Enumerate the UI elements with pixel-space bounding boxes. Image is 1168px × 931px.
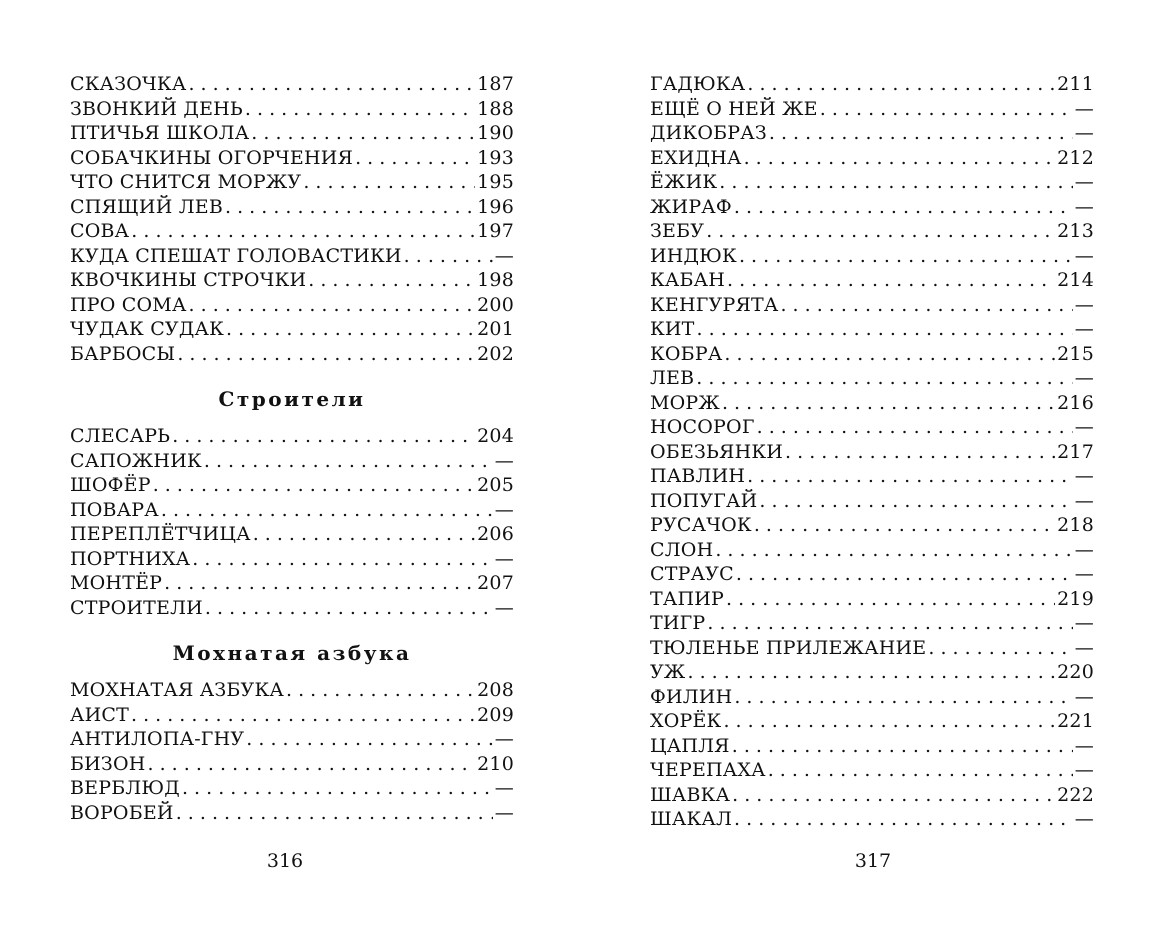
right-page — [650, 72, 1094, 832]
dot-leader — [928, 636, 1072, 661]
toc-entry-page: 217 — [1057, 440, 1094, 463]
toc-entry-title: МОРЖ — [650, 391, 720, 414]
toc-entry-page: 200 — [477, 293, 514, 316]
toc-entry-page: — — [494, 801, 514, 824]
dot-leader — [757, 415, 1073, 440]
toc-entry-title: АИСТ — [70, 703, 129, 726]
toc-entry-title: ЖИРАФ — [650, 195, 732, 218]
toc-entry-page: 206 — [477, 523, 514, 545]
toc-entry-page: — — [494, 498, 514, 521]
dot-leader — [226, 317, 475, 342]
toc-entry-title: ФИЛИН — [650, 685, 733, 708]
dot-leader — [245, 97, 475, 122]
toc-entry-page: 195 — [477, 171, 514, 193]
toc-group-2 — [70, 424, 514, 620]
toc-entry — [70, 219, 514, 244]
toc-entry — [650, 219, 1094, 244]
toc-entry — [650, 709, 1094, 734]
toc-entry — [70, 146, 514, 171]
left-page — [70, 72, 514, 825]
toc-entry — [70, 801, 514, 826]
dot-leader — [727, 268, 1055, 293]
toc-entry-page: — — [494, 596, 514, 619]
dot-leader — [192, 547, 493, 572]
toc-entry-title: БАРБОСЫ — [70, 342, 176, 365]
dot-leader — [355, 146, 475, 171]
toc-entry-title: ЕХИДНА — [650, 146, 742, 169]
section-title-builders: Строители — [218, 387, 366, 411]
dot-leader — [177, 342, 475, 367]
toc-entry — [70, 72, 514, 97]
toc-entry-page: 215 — [1057, 342, 1094, 365]
dot-leader — [723, 709, 1055, 734]
toc-entry-title: ЁЖИК — [650, 171, 718, 193]
toc-entry-title: СКАЗОЧКА — [70, 73, 187, 95]
dot-leader — [707, 611, 1072, 636]
toc-entry-page: — — [1074, 244, 1094, 267]
toc-entry-page: 187 — [477, 73, 514, 95]
dot-leader — [286, 678, 475, 703]
toc-entry-page: — — [1074, 538, 1094, 561]
toc-entry-page: 201 — [477, 318, 514, 340]
toc-entry-page: — — [1074, 293, 1094, 316]
toc-entry-title: УЖ — [650, 661, 686, 683]
toc-entry-title: ЦАПЛЯ — [650, 734, 730, 757]
dot-leader — [164, 571, 475, 596]
dot-leader — [148, 752, 476, 777]
toc-entry-page: 208 — [477, 679, 514, 701]
toc-group-1 — [70, 72, 514, 366]
toc-entry-page: — — [1074, 195, 1094, 218]
toc-entry-title: ЗВОНКИЙ ДЕНЬ — [70, 97, 243, 120]
toc-entry — [70, 170, 514, 195]
toc-entry — [650, 195, 1094, 220]
dot-leader — [131, 219, 475, 244]
toc-entry-page: — — [1074, 416, 1094, 438]
toc-entry-title: ДИКОБРАЗ — [650, 122, 767, 144]
toc-entry — [70, 498, 514, 523]
toc-entry-page: 188 — [477, 97, 514, 120]
toc-entry-title: ПРО СОМА — [70, 293, 187, 316]
toc-entry-page: — — [494, 547, 514, 570]
toc-entry — [650, 391, 1094, 416]
toc-entry-page: 190 — [477, 122, 514, 144]
toc-entry-title: БИЗОН — [70, 752, 146, 775]
toc-entry — [650, 342, 1094, 367]
toc-entry — [650, 636, 1094, 661]
toc-entry-title: ХОРЁК — [650, 710, 722, 732]
toc-entry — [70, 121, 514, 146]
dot-leader — [734, 685, 1072, 710]
dot-leader — [161, 498, 493, 523]
toc-entry — [650, 611, 1094, 636]
dot-leader — [820, 97, 1073, 122]
toc-entry — [70, 195, 514, 220]
toc-entry-title: ТЮЛЕНЬЕ ПРИЛЕЖАНИЕ — [650, 636, 927, 659]
toc-entry-title: ЗЕБУ — [650, 220, 705, 242]
toc-entry — [650, 758, 1094, 783]
section-title-furry-alphabet: Мохнатая азбука — [172, 641, 412, 665]
toc-entry — [650, 660, 1094, 685]
toc-entry-page: 218 — [1057, 514, 1094, 536]
toc-entry — [650, 146, 1094, 171]
toc-entry-title: САПОЖНИК — [70, 449, 202, 472]
toc-entry-page: 211 — [1057, 73, 1094, 95]
toc-entry-page: 207 — [477, 572, 514, 594]
toc-entry-page: 202 — [477, 342, 514, 365]
dot-leader — [759, 489, 1072, 514]
dot-leader — [747, 464, 1073, 489]
toc-entry — [70, 776, 514, 801]
dot-leader — [131, 703, 475, 728]
dot-leader — [308, 268, 475, 293]
toc-entry — [70, 703, 514, 728]
toc-entry-title: ТИГР — [650, 612, 706, 634]
dot-leader — [153, 473, 475, 498]
dot-leader — [404, 244, 493, 269]
toc-entry-page: 198 — [477, 269, 514, 291]
toc-entry-title: СЛОН — [650, 538, 714, 561]
toc-entry-title: КОБРА — [650, 342, 723, 365]
toc-entry-page: 204 — [477, 425, 514, 447]
toc-entry-title: ЕЩЁ О НЕЙ ЖЕ — [650, 97, 818, 120]
dot-leader — [744, 146, 1056, 171]
toc-entry-page: 221 — [1057, 710, 1094, 732]
toc-entry — [70, 317, 514, 342]
toc-entry — [70, 293, 514, 318]
toc-entry-page: — — [1074, 636, 1094, 659]
dot-leader — [722, 391, 1055, 416]
dot-leader — [303, 170, 475, 195]
dot-leader — [769, 121, 1073, 146]
toc-entry — [70, 268, 514, 293]
dot-leader — [204, 449, 493, 474]
toc-entry — [70, 547, 514, 572]
toc-entry-title: МОХНАТАЯ АЗБУКА — [70, 679, 284, 701]
toc-entry-title: ШАКАЛ — [650, 808, 733, 830]
dot-leader — [732, 783, 1055, 808]
toc-entry-title: СЛЕСАРЬ — [70, 425, 171, 447]
toc-entry — [70, 571, 514, 596]
toc-entry — [70, 678, 514, 703]
toc-entry-page: — — [1074, 122, 1094, 144]
toc-entry — [650, 415, 1094, 440]
dot-leader — [189, 293, 476, 318]
toc-entry-title: ПОПУГАЙ — [650, 489, 758, 512]
toc-entry — [650, 562, 1094, 587]
toc-entry — [650, 244, 1094, 269]
toc-entry-title: СПЯЩИЙ ЛЕВ — [70, 195, 223, 218]
toc-entry-title: ОБЕЗЬЯНКИ — [650, 440, 784, 463]
dot-leader — [754, 513, 1055, 538]
toc-entry-title: АНТИЛОПА-ГНУ — [70, 728, 245, 750]
toc-entry-title: КЕНГУРЯТА — [650, 293, 779, 316]
toc-entry — [650, 170, 1094, 195]
toc-entry — [70, 424, 514, 449]
toc-entry-page: 196 — [477, 195, 514, 218]
toc-entry-page: — — [494, 244, 514, 267]
dot-leader — [697, 317, 1073, 342]
dot-leader — [205, 596, 493, 621]
dot-leader — [734, 195, 1073, 220]
dot-leader — [687, 660, 1055, 685]
toc-entry — [650, 440, 1094, 465]
toc-entry — [650, 317, 1094, 342]
toc-entry-page: 214 — [1057, 269, 1094, 291]
toc-entry-page: 222 — [1057, 783, 1094, 806]
toc-entry — [70, 522, 514, 547]
page-number-left: 316 — [266, 850, 304, 872]
toc-entry-page: — — [1074, 563, 1094, 585]
toc-entry — [650, 587, 1094, 612]
toc-entry-page: — — [1074, 97, 1094, 120]
toc-entry — [650, 538, 1094, 563]
dot-leader — [780, 293, 1072, 318]
toc-entry-page: 213 — [1057, 220, 1094, 242]
toc-entry-title: СТРАУС — [650, 563, 734, 585]
toc-entry-page: — — [1074, 318, 1094, 340]
toc-entry-page: — — [1074, 685, 1094, 708]
page-number-right: 317 — [854, 850, 892, 872]
toc-entry — [650, 268, 1094, 293]
toc-entry — [70, 473, 514, 498]
dot-leader — [188, 72, 475, 97]
toc-entry-title: ПОРТНИХА — [70, 547, 191, 570]
dot-leader — [696, 366, 1073, 391]
toc-entry — [650, 783, 1094, 808]
dot-leader — [724, 342, 1055, 367]
toc-entry-title: МОНТЁР — [70, 572, 163, 594]
dot-leader — [251, 121, 475, 146]
toc-entry-page: — — [1074, 734, 1094, 757]
toc-entry-page: — — [494, 777, 514, 799]
toc-entry-title: ЧУДАК СУДАК — [70, 318, 225, 340]
toc-entry — [70, 596, 514, 621]
dot-leader — [715, 538, 1072, 563]
toc-entry-title: СТРОИТЕЛИ — [70, 596, 203, 619]
toc-entry-title: НОСОРОГ — [650, 416, 755, 438]
toc-entry — [70, 342, 514, 367]
toc-entry-page: — — [1074, 612, 1094, 634]
toc-entry-page: 205 — [477, 474, 514, 496]
toc-entry-title: ПТИЧЬЯ ШКОЛА — [70, 122, 250, 144]
toc-entry-page: — — [1074, 465, 1094, 487]
toc-entry-title: ТАПИР — [650, 587, 724, 610]
toc-entry — [650, 513, 1094, 538]
toc-entry-title: ПЕРЕПЛЁТЧИЦА — [70, 523, 251, 545]
toc-entry-title: ВЕРБЛЮД — [70, 777, 180, 799]
toc-entry — [70, 97, 514, 122]
toc-entry — [650, 97, 1094, 122]
dot-leader — [768, 758, 1073, 783]
dot-leader — [732, 734, 1073, 759]
toc-entry-page: 210 — [477, 752, 514, 775]
toc-entry-title: ЛЕВ — [650, 367, 695, 389]
toc-entry-title: КУДА СПЕШАТ ГОЛОВАСТИКИ — [70, 244, 402, 267]
toc-entry — [70, 752, 514, 777]
dot-leader — [747, 72, 1055, 97]
toc-entry-page: — — [494, 449, 514, 472]
dot-leader — [176, 801, 493, 826]
toc-entry-title: ПОВАРА — [70, 498, 159, 521]
toc-entry-title: ПАВЛИН — [650, 465, 746, 487]
dot-leader — [734, 807, 1073, 832]
dot-leader — [225, 195, 475, 220]
toc-entry-page: — — [1074, 808, 1094, 830]
toc-entry-title: ЧТО СНИТСЯ МОРЖУ — [70, 171, 302, 193]
toc-entry — [650, 734, 1094, 759]
toc-entry-title: КВОЧКИНЫ СТРОЧКИ — [70, 269, 307, 291]
dot-leader — [736, 562, 1073, 587]
toc-entry-title: СОБАЧКИНЫ ОГОРЧЕНИЯ — [70, 146, 354, 169]
toc-entry — [650, 685, 1094, 710]
toc-entry — [650, 72, 1094, 97]
dot-leader — [706, 219, 1055, 244]
toc-entry-title: СОВА — [70, 220, 130, 242]
toc-entry — [70, 449, 514, 474]
toc-group-3 — [70, 678, 514, 825]
toc-entry — [650, 464, 1094, 489]
toc-entry-page: 219 — [1057, 587, 1094, 610]
toc-entry — [70, 727, 514, 752]
dot-leader — [726, 587, 1055, 612]
toc-entry-title: ШОФЁР — [70, 474, 151, 496]
toc-group-right — [650, 72, 1094, 832]
toc-entry-title: ГАДЮКА — [650, 73, 746, 95]
toc-entry-page: 212 — [1057, 146, 1094, 169]
toc-entry — [650, 807, 1094, 832]
toc-entry-page: — — [1074, 171, 1094, 193]
toc-entry-page: 193 — [477, 146, 514, 169]
toc-entry-title: ВОРОБЕЙ — [70, 801, 174, 824]
toc-entry — [70, 244, 514, 269]
toc-entry-title: КАБАН — [650, 269, 726, 291]
dot-leader — [172, 424, 475, 449]
toc-entry-page: — — [1074, 489, 1094, 512]
toc-entry-title: ШАВКА — [650, 783, 731, 806]
dot-leader — [182, 776, 493, 801]
toc-entry-page: 197 — [477, 220, 514, 242]
toc-entry-title: ИНДЮК — [650, 244, 737, 267]
toc-entry — [650, 293, 1094, 318]
toc-entry — [650, 121, 1094, 146]
toc-entry-page: — — [494, 728, 514, 750]
toc-entry-page: 209 — [477, 703, 514, 726]
toc-entry-title: КИТ — [650, 318, 695, 340]
toc-entry-page: 216 — [1057, 391, 1094, 414]
toc-entry-title: ЧЕРЕПАХА — [650, 759, 766, 781]
toc-entry-page: 220 — [1057, 661, 1094, 683]
toc-entry-title: РУСАЧОК — [650, 514, 752, 536]
toc-entry — [650, 366, 1094, 391]
toc-entry-page: — — [1074, 367, 1094, 389]
dot-leader — [719, 170, 1073, 195]
dot-leader — [253, 522, 475, 547]
toc-entry-page: — — [1074, 759, 1094, 781]
toc-entry — [650, 489, 1094, 514]
dot-leader — [246, 727, 493, 752]
dot-leader — [785, 440, 1055, 465]
dot-leader — [739, 244, 1073, 269]
